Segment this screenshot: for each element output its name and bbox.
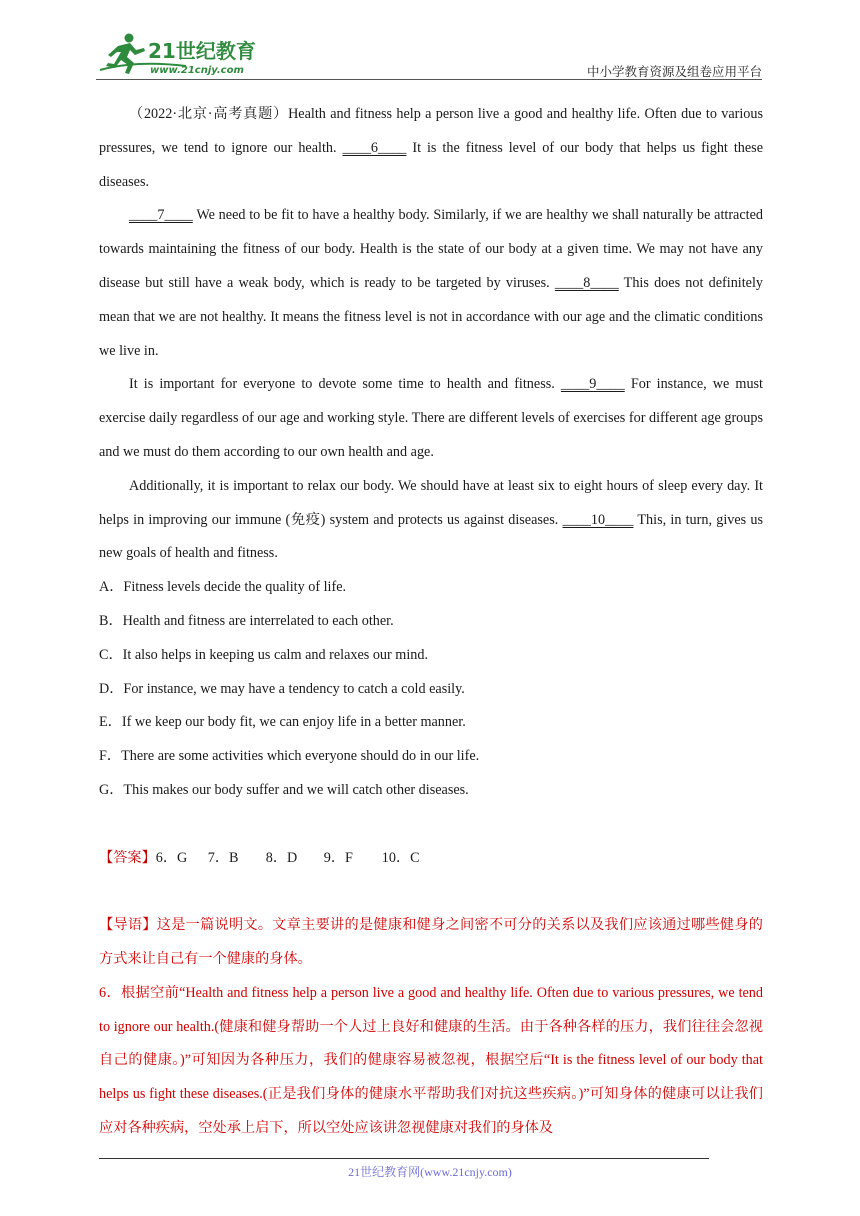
blank-10: ____10____ xyxy=(562,511,634,528)
answer-item: 6．G xyxy=(155,849,188,866)
option-f: F．There are some activities which everyone should do in our life. xyxy=(99,748,480,765)
site-logo xyxy=(96,30,256,78)
analysis-q6: 6．根据空前“Health and fitness help a person live a good and healthy life. Often due to various pressures, we tend to ignore our health.(健康和健身帮助一个人过上良好和健康的生活。由于各种各样的压力，我们往往会忽视自己的健康。)”可知因为各种压力，我们的健康容易被忽视，根据空后“It is the fitness level of our body that helps us fight these diseases.(正是我们身体的健康水平帮助我们对抗这些疾病。)”可知身体的健康可以让我们应对各种疾病，空处承上启下，所以空处应该讲忽视健康对我们的身体及 xyxy=(99,984,763,1136)
passage-paragraph-1: （2022·北京·高考真题）Health and fitness help a person live a good and healthy life. Often due to various pressures, we tend to ignore our health. ____6____ It is the fitness level of our body that helps us fight these diseases. xyxy=(99,106,763,190)
page-header xyxy=(96,30,762,80)
document-body xyxy=(99,98,763,1146)
svg-text:21世纪教育: 21世纪教育 xyxy=(148,39,256,63)
answer-item: 9．F xyxy=(323,849,353,866)
page-footer: 21世纪教育网(www.21cnjy.com) xyxy=(348,1165,512,1179)
passage-paragraph-4: Additionally, it is important to relax our body. We should have at least six to eight hours of sleep every day. It helps in improving our immune (免疫) system and protects us against diseases. ____10____ This, in turn, gives us new goals of health and fitness. xyxy=(99,477,764,562)
option-a: A．Fitness levels decide the quality of life. xyxy=(99,579,347,596)
guide-text: 这是一篇说明文。文章主要讲的是健康和健身之间密不可分的关系以及我们应该通过哪些健身的方式来让自己有一个健康的身体。 xyxy=(99,917,763,967)
option-b: B．Health and fitness are interrelated to each other. xyxy=(99,612,394,629)
blank-7: ____7____ xyxy=(129,207,193,224)
guide-paragraph xyxy=(99,909,763,977)
option-g: G．This makes our body suffer and we will catch other diseases. xyxy=(99,781,469,798)
platform-name: 中小学教育资源及组卷应用平台 xyxy=(586,64,762,79)
header-divider xyxy=(96,79,762,80)
passage-paragraph-3: It is important for everyone to devote some time to health and fitness. ____9____ For instance, we must exercise daily regardless of our age and working style. There are different levels of exercises for different age groups and we must do them according to our own health and age. xyxy=(99,376,763,460)
question-source: （2022·北京·高考真题） xyxy=(129,106,289,122)
option-d: D．For instance, we may have a tendency to catch a cold easily. xyxy=(99,680,465,697)
answer-tag: 【答案】 xyxy=(99,849,156,866)
answer-item: 8．D xyxy=(265,849,298,866)
svg-text:www.21cnjy.com: www.21cnjy.com xyxy=(150,65,244,76)
option-e: E．If we keep our body fit, we can enjoy life in a better manner. xyxy=(99,714,466,731)
blank-9: ____9____ xyxy=(560,376,625,393)
blank-8: ____8____ xyxy=(554,274,619,291)
answer-line xyxy=(99,842,763,876)
passage-paragraph-2: ____7____ We need to be fit to have a healthy body. Similarly, if we are healthy we shall naturally be attracted towards maintaining the fitness of our body. Health is the state of our body at a given time. We may not have any disease but still have a weak body, which is ready to be targeted by viruses. ____8____ This does not definitely mean that we are not healthy. It means the fitness level is not in accordance with our age and the climatic conditions we live in. xyxy=(99,207,763,359)
answer-item: 7．B xyxy=(207,849,239,866)
footer-divider xyxy=(99,1158,709,1159)
guide-tag: 【导语】 xyxy=(99,917,157,934)
blank-6: ____6____ xyxy=(342,139,407,156)
answer-item: 10．C xyxy=(381,849,420,866)
option-c: C．It also helps in keeping us calm and relaxes our mind. xyxy=(99,646,429,663)
